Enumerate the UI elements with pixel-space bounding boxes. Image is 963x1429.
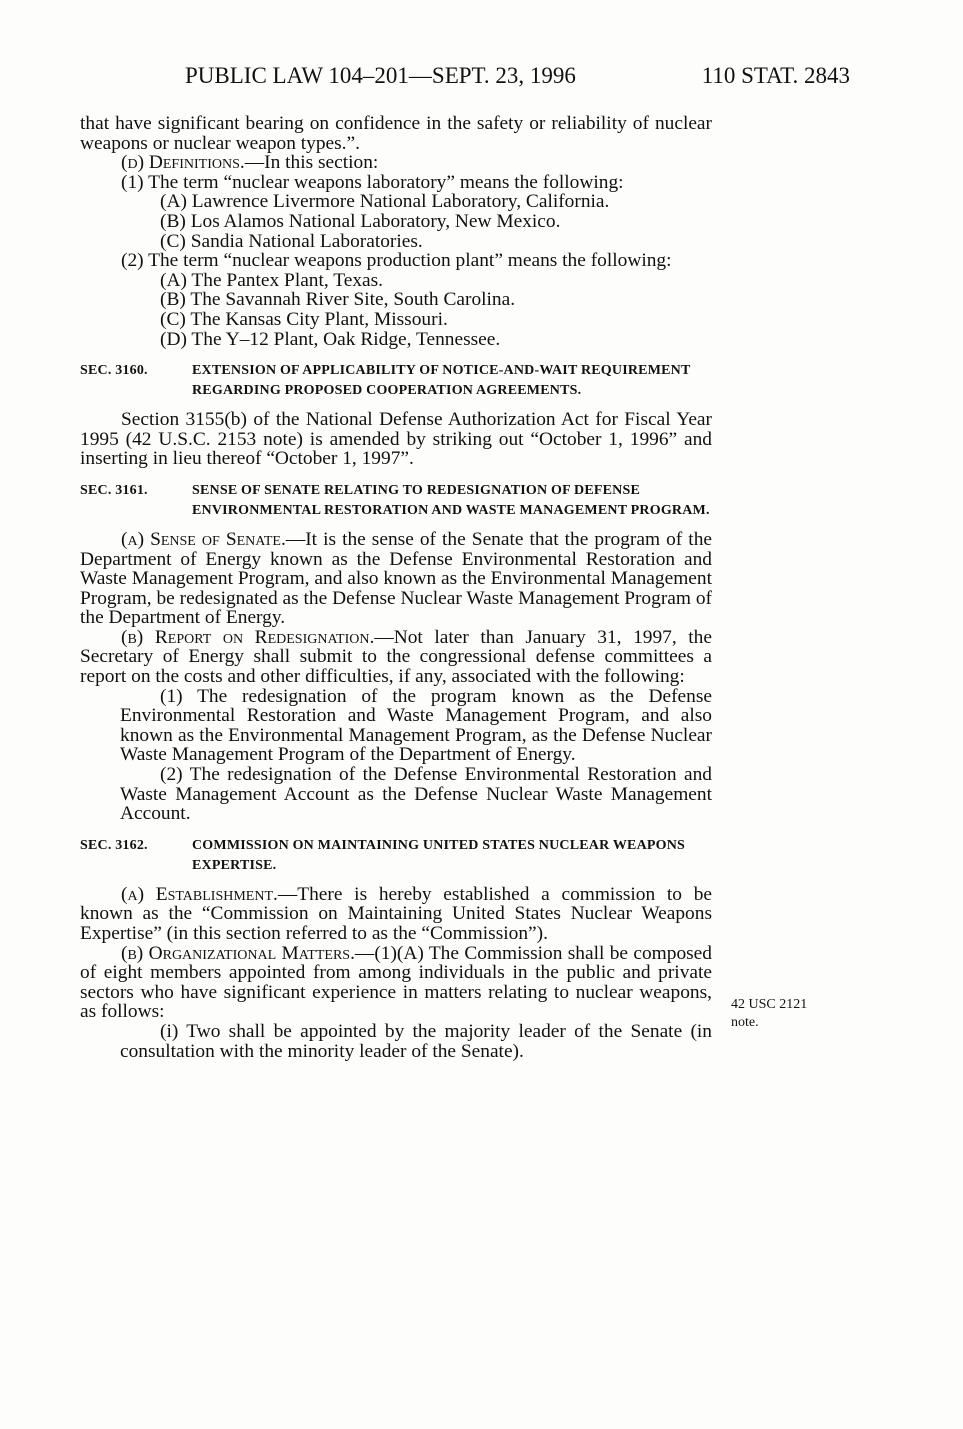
subsection-heading: (a) Sense of Senate. (121, 528, 286, 550)
page-header (185, 63, 850, 91)
section-title: EXTENSION OF APPLICABILITY OF NOTICE-AND-WAIT REQUIREMENT REGARDING PROPOSED COOPERATION AGREEMENTS. (192, 363, 691, 399)
document-body (80, 114, 712, 1061)
paragraph-def-2d: (D) The Y–12 Plant, Oak Ridge, Tennessee. (160, 328, 501, 350)
section-title: COMMISSION ON MAINTAINING UNITED STATES NUCLEAR WEAPONS EXPERTISE. (192, 837, 686, 873)
subsection-heading: (b) Report on Redesignation. (121, 626, 375, 648)
definitions-text: —In this section: (244, 152, 379, 174)
section-3162-b (80, 944, 712, 1022)
paragraph-def-2a: (A) The Pantex Plant, Texas. (160, 269, 384, 291)
section-number: SEC. 3161. (80, 482, 148, 498)
paragraph-def-1c: (C) Sandia National Laboratories. (160, 230, 423, 252)
section-heading-3162 (80, 836, 712, 876)
section-3161-b (80, 628, 712, 687)
margin-note (731, 996, 807, 1032)
section-heading-3160 (80, 361, 712, 401)
section-3161-b1: (1) The redesignation of the program known as the Defense Environmental Restoration and Waste Management Program, and also known as the Environmental Management Program, as the Defense Nuclear Waste Management Program of the Department of Energy. (120, 685, 712, 766)
paragraph-def-2c: (C) The Kansas City Plant, Missouri. (160, 308, 448, 330)
paragraph-def-1: (1) The term “nuclear weapons laboratory” means the following: (121, 171, 624, 193)
paragraph-def-2: (2) The term “nuclear weapons production plant” means the following: (121, 250, 672, 272)
subsection-heading: (a) Establishment. (121, 883, 278, 905)
definitions-heading: (d) Definitions. (121, 152, 245, 174)
section-number: SEC. 3162. (80, 837, 148, 853)
section-title: SENSE OF SENATE RELATING TO REDESIGNATION OF DEFENSE ENVIRONMENTAL RESTORATION AND WASTE MANAGEMENT PROGRAM. (192, 482, 710, 518)
section-heading-3161 (80, 481, 712, 521)
subsection-text: —It is the sense of the Senate that the program of the Department of Energy known as the Defense Environmental Restoration and Waste Management Program, and also known as the Environmental Management Program, be redesignated as the Defense Nuclear Waste Management Program of the Department of Energy. (80, 528, 712, 629)
subsection-text: —Not later than January 31, 1997, the Secretary of Energy shall submit to the congressional defense committees a report on the costs and other difficulties, if any, associated with the following: (80, 626, 712, 688)
paragraph-definitions (80, 153, 712, 173)
section-3162-b-i: (i) Two shall be appointed by the majority leader of the Senate (in consultation with the minority leader of the Senate). (120, 1020, 712, 1062)
subsection-heading: (b) Organizational Matters. (121, 942, 355, 964)
paragraph-def-1b: (B) Los Alamos National Laboratory, New Mexico. (160, 210, 561, 232)
subsection-text: —There is hereby established a commission to be known as the “Commission on Maintaining United States Nuclear Weapons Expertise” (in this section referred to as the “Commission”). (80, 883, 712, 944)
section-number: SEC. 3160. (80, 363, 148, 379)
section-3162-a (80, 885, 712, 944)
section-3161-a (80, 530, 712, 628)
paragraph-def-1a: (A) Lawrence Livermore National Laboratory, California. (160, 191, 610, 213)
section-3161-b2: (2) The redesignation of the Defense Environmental Restoration and Waste Management Account as the Defense Nuclear Waste Management Account. (120, 764, 712, 825)
header-stat-page: 110 STAT. 2843 (701, 63, 850, 88)
margin-note-usc: 42 USC 2121 (731, 997, 808, 1012)
header-public-law: PUBLIC LAW 104–201—SEPT. 23, 1996 (185, 63, 576, 88)
subsection-text: —(1)(A) The Commission shall be composed of eight members appointed from among individuals in the public and private sectors who have significant experience in matters relating to nuclear weapons, as follows: (80, 942, 712, 1023)
paragraph-def-2b: (B) The Savannah River Site, South Carolina. (160, 289, 516, 311)
paragraph-continuation: that have significant bearing on confidence in the safety or reliability of nuclear weapons or nuclear weapon types.”. (80, 113, 712, 154)
margin-note-label: note. (731, 1015, 759, 1030)
section-3160-text: Section 3155(b) of the National Defense Authorization Act for Fiscal Year 1995 (42 U.S.C. 2153 note) is amended by striking out “October 1, 1996” and inserting in lieu thereof “October 1, 1997”. (80, 409, 712, 470)
